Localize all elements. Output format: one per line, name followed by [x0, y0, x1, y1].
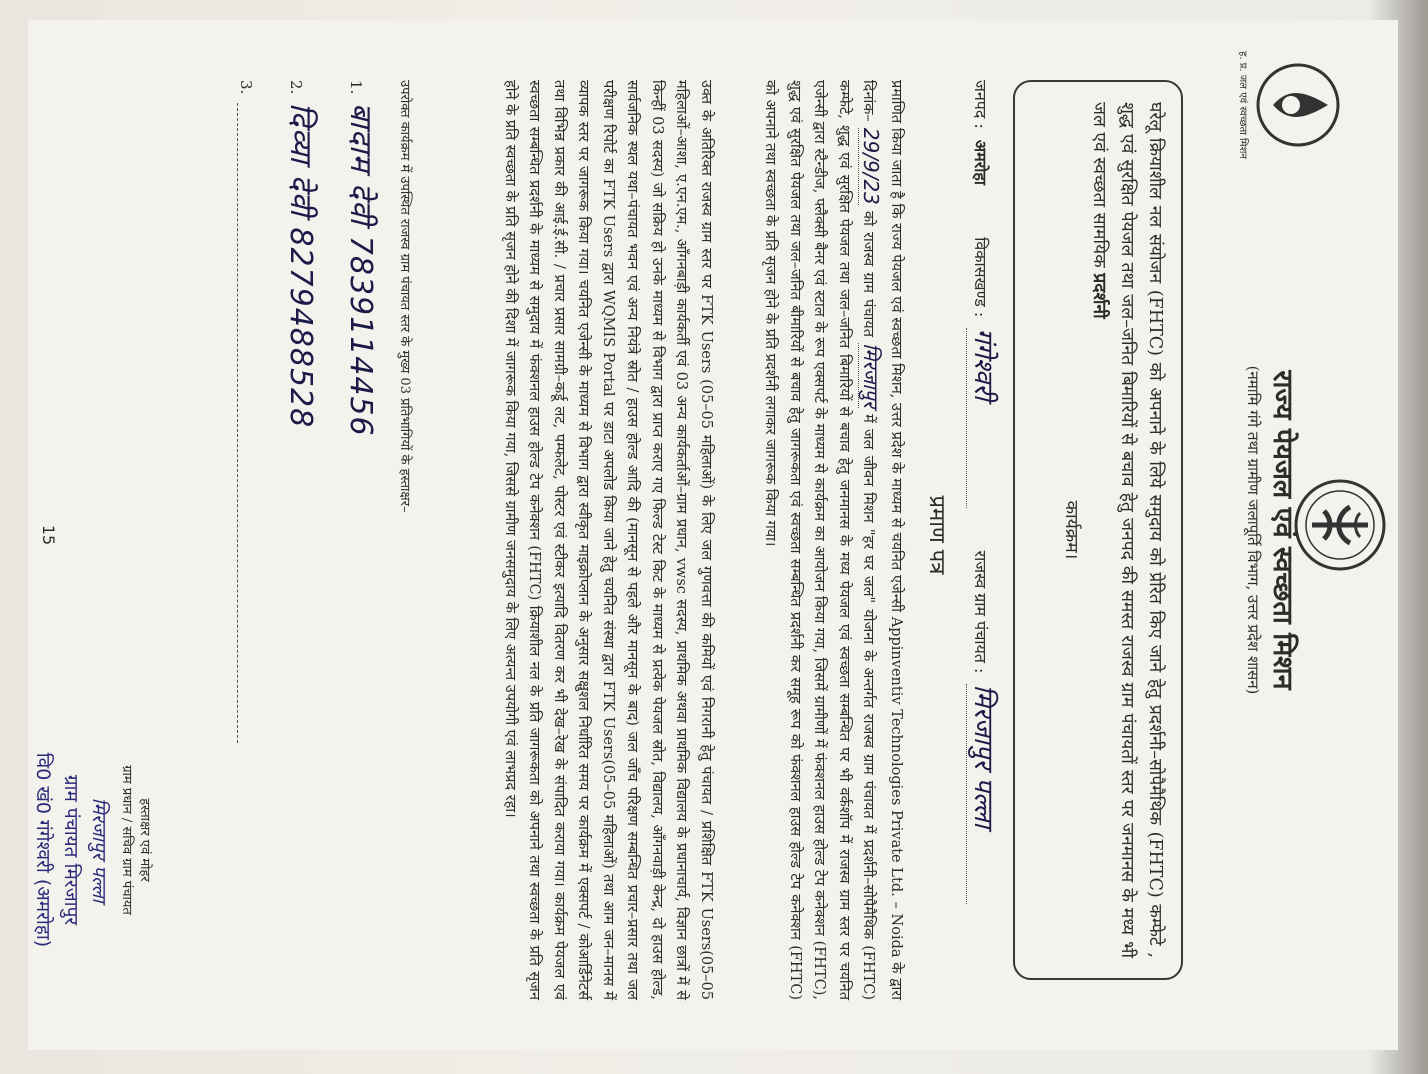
- certificate-page: [28, 20, 1398, 1050]
- block-value: गंगेश्वरी: [966, 328, 1003, 508]
- attendance-entry: बादाम देवी 7839114456: [343, 102, 378, 437]
- attendance-heading: उपरोक्त कार्यक्रम में उपस्थित राजस्व ग्राम पंचायत स्तर के मुख्य 03 प्रतिभागियों के हस्ताक्षर–: [397, 80, 412, 513]
- page-number: 15: [39, 524, 58, 546]
- certificate-title: प्रमाण पत्र: [924, 495, 949, 575]
- jal-mission-logo: [1253, 60, 1343, 150]
- stamp-name: मिरजापुर पल्ला: [88, 797, 110, 903]
- block-label: विकासखण्ड :: [971, 237, 990, 318]
- logo-caption: ह. प्र. जल एवं स्वच्छता मिशन: [1237, 51, 1248, 159]
- stamp-role: ग्राम पंचायत मिरजापुर: [60, 774, 82, 926]
- attendance-row-number: 2.: [287, 80, 305, 95]
- up-government-emblem: [1290, 475, 1390, 575]
- attendance-row: [237, 80, 258, 800]
- mission-title: राज्य पेयजल एवं स्वच्छता मिशन: [1267, 370, 1298, 690]
- attendance-entry: दिव्या देवी 8279488528: [283, 102, 318, 429]
- attendance-row: [342, 80, 383, 800]
- district-value: अमरोहा: [971, 139, 990, 186]
- program-description-box: [1013, 80, 1183, 980]
- certificate-paragraph-2: उक्त के अतिरिक्त राजस्व ग्राम स्तर पर FTK Users (05–05 महिलाओं) के लिए जल गुणवत्ता की कमियों एवं निगरानी हेतु पंचायत / प्रशिक्षित FTK Users(05–05 महिलाओं–आशा, ए.एन.एम., आँगनबाड़ी कार्यकर्ती एवं 03 अन्य कार्यकर्ताओं–ग्राम प्रधान, vwsc सदस्य, प्राथमिक अथवा प्राथमिक विद्यालय के प्रधानाचार्य, विज्ञान छात्रों में से किन्हीं 03 सदस्य) जो सक्रिय हो उनके माध्यम से विभाग द्वारा प्राप्त कराए गए फिल्ड टेस्ट किट के माध्यम से प्रत्येक पेयजल स्रोत, विद्यालय, आँगनवाड़ी केन्द्र, दो हाउस होल्ड, सार्वजनिक स्थल यथा–पंचायत भवन एवं अन्य नियंत्रे स्रोत / हाउस होल्ड आदि की (मानसून से पहले और मानसून के बाद) जल जाँच परिक्षण सम्बन्धित प्रचार–प्रसार तथा जल परीक्षण रिपोर्ट का FTK Users द्वारा WQMIS Portal पर डाटा अपलोड किया जाने हेतु चयनित संस्था द्वारा FTK Users(05–05 महिलाओं) तथा आम जन–मानस में व्यापक स्तर पर जागरूक किया गया। चयनित एजेन्सी के माध्यम से विभाग द्वारा स्वीकृत माइक्रोप्लान के अनुसार सक्ष्रुशल निर्धारित समय पर कार्यक्रम में एक्सपर्ट / कोआर्डिनेटर्स तथा विभिन्न प्रकार की आई.ई.सी. / प्रचार प्रसार सामग्री–कर्डू लट, पम्फलेट, पोस्टर एवं स्टीकर इत्यादि वितरण कर भी देख–रेख के संपादित कराया गया। कार्यक्रम पेयजल एवं स्वच्छता सम्बन्धित प्रदर्शनी के माध्यम से समुदाय में फंक्शनल हाउस होल्ड टेप कनेक्शन (FHTC) क्रियाशील नल के प्रति जागरूकता को अपनाने तथा स्वच्छता के प्रति सृजन होने के प्रति स्वच्छता के प्रति सृजन होने की दिशा में जागरूक किया गया, जिससे ग्रामीण जनसमुदाय के लिए अत्यन्त उपयोगी एवं लाभप्रद रहा।: [502, 80, 714, 1000]
- signature-designation: ग्राम प्रधान / सचिव ग्राम पंचायत: [119, 765, 134, 915]
- certificate-paragraph-1: [758, 80, 908, 1000]
- signature-block: [117, 660, 153, 1020]
- paragraph-1-part-c: में जल जीवन मिशन "हर घर जल" योजना के अन्तर्गत राजस्व ग्राम पंचायत में प्रदर्शनी–सोपैमैथिक (FHTC) कम्फेटे, शुद्ध एवं सुरक्षित पेयजल तथा जल–जनित बिमारियों से बचाव हेतु जनमानस के मध्य पेयजल एवं स्वच्छता सम्बन्धित पर भी वर्कशॉप में राजस्व ग्राम स्तर पर चयनित एजेन्सी द्वारा स्टैन्डीज, फ्लैक्सी बैनर एवं स्टाल के रूप एक्सपर्ट के माध्यम से कार्यक्रम का आयोजन किया गया, जिसमें ग्रामीणों में फंक्शनल हाउस होल्ड टेप कनेक्शन (FHTC), शुद्ध एवं सुरक्षित पेयजल तथा जल–जनित बीमारियों से बचाव हेतु जागरूकता एवं स्वच्छता सम्बन्धित प्रदर्शनी कर समूह रूप को फंक्शनल हाउस होल्ड टेप कनेक्शन (FHTC) को अपनाने तथा स्वच्छता के प्रति सृजन होने के प्रति प्रदर्शनी लगाकर जागरूक किया गया।: [762, 80, 877, 1001]
- attendance-row-number: 3.: [237, 80, 255, 95]
- stamp-block: वि0 खं0 गंगेश्वरी (अमरोहा): [32, 752, 54, 948]
- program-description-tail: कार्यक्रम।: [1061, 500, 1081, 560]
- panchayat-value: मिरजापुर पल्ला: [966, 684, 1003, 904]
- mission-subtitle: (नमामि गंगे तथा ग्रामीण जलापूर्ति विभाग, उत्तर प्रदेश शासन): [1244, 365, 1262, 695]
- attendance-entry: [237, 103, 258, 743]
- paragraph-1-part-a: प्रमाणित किया जाता है कि राज्य पेयजल एवं स्वच्छता मिशन, उत्तर प्रदेश के माध्यम से चयनित एजेन्सी Appinventiv Technologies Private Ltd. – Noida के द्वारा दिनांक–: [860, 80, 904, 1000]
- panchayat-label: राजस्व ग्राम पंचायत :: [971, 550, 990, 674]
- program-emphasis: प्रदर्शनी: [1089, 273, 1109, 319]
- panchayat-fill: मिरजापुर: [859, 343, 884, 408]
- attendance-row-number: 1.: [347, 80, 365, 95]
- district-line: [966, 80, 1003, 1000]
- program-description-text: घरेलू क्रियाशील नल संयोजन (FHTC) को अपनाने के लिये समुदाय को प्रेरित किए जाने हेतु प्रदर्शनी–सोपैमैथिक (FHTC) कम्फेटे , शुद्ध एवं सुरक्षित पेयजल तथा जल–जनित बिमारियों से बचाव हेतु जनपद की समस्त राजस्व ग्राम पंचायतों स्तर पर जनमानस के मध्य भी जल एवं स्वच्छता सामयिक: [1089, 102, 1165, 958]
- district-label: जनपद :: [971, 80, 990, 129]
- paragraph-1-part-b: को राजस्व ग्राम पंचायत: [860, 211, 877, 337]
- attendance-row: [282, 80, 323, 800]
- program-date: 29/9/23: [859, 127, 884, 205]
- signature-label: हस्ताक्षर एवं मोहर: [137, 798, 152, 882]
